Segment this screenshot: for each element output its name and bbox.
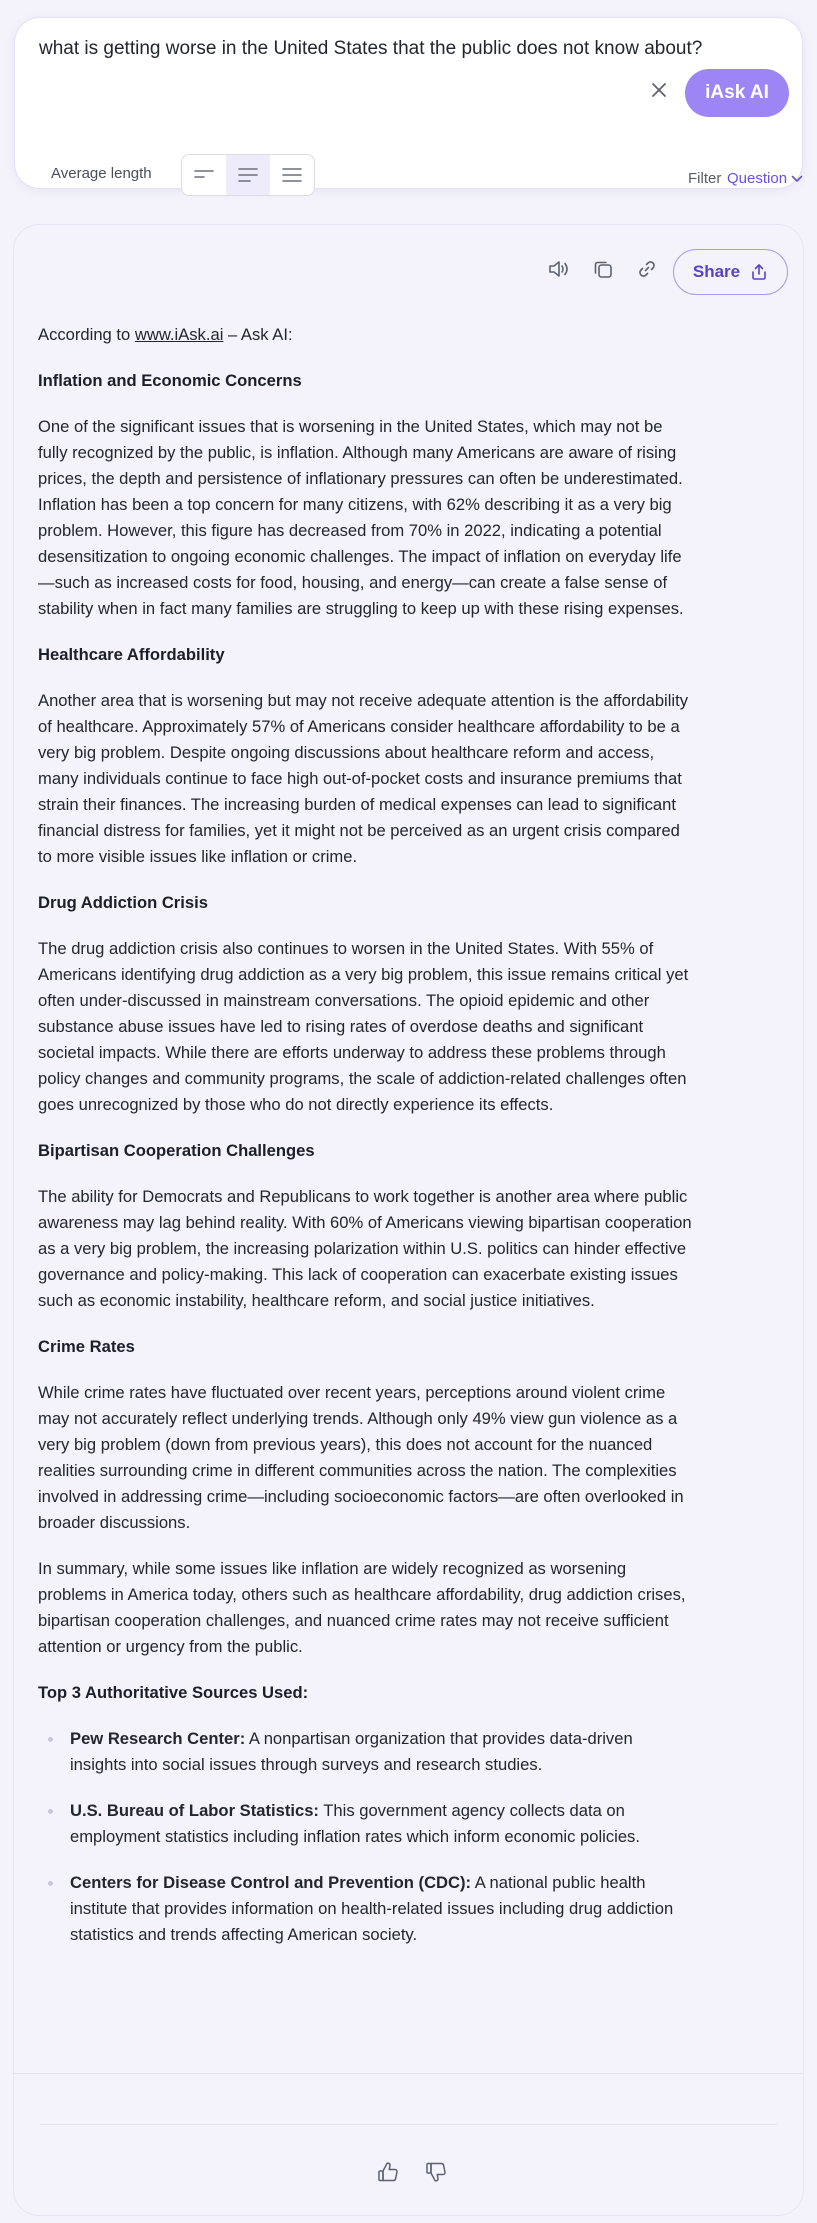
thumbs-down-icon	[425, 2161, 447, 2183]
length-long-option[interactable]	[270, 155, 314, 195]
ask-ai-button[interactable]: iAsk AI	[685, 69, 789, 117]
query-card	[14, 17, 803, 189]
section-body: The ability for Democrats and Republicans to work together is another area where public awareness may lag behind reality. With 60% of Americans viewing bipartisan cooperation as a very big problem, the increasing polarization within U.S. politics can hinder effective governance and policy-making. This lack of cooperation can exacerbate existing issues such as economic instability, healthcare reform, and social justice initiatives.	[38, 1187, 692, 1310]
query-input[interactable]: what is getting worse in the United States that the public does not know about?	[39, 38, 703, 59]
source-desc: A national public health institute that provides information on health-related issues including drug addiction statistics and trends affecting American society.	[70, 1873, 674, 1944]
section-body: The drug addiction crisis also continues to worsen in the United States. With 55% of Americans identifying drug addiction as a very big problem, this issue remains critical yet often under-discussed in mainstream conversations. The opioid epidemic and other substance abuse issues have led to rising rates of overdose deaths and significant societal impacts. While there are efforts underway to address these problems through policy changes and community programs, the scale of addiction-related challenges often goes unrecognized by those who do not directly experience its effects.	[38, 939, 689, 1114]
source-name: Centers for Disease Control and Prevention (CDC):	[70, 1873, 472, 1892]
divider	[14, 2073, 803, 2074]
divider	[40, 2124, 777, 2125]
sources-heading: Top 3 Authoritative Sources Used:	[38, 1683, 309, 1702]
section-body: Another area that is worsening but may not receive adequate attention is the affordability of healthcare. Approximately 57% of Americans consider healthcare affordability to be a very big problem. Despite ongoing discussions about healthcare reform and access, many individuals continue to face high out-of-pocket costs and insurance premiums that strain their finances. The increasing burden of medical expenses can lead to significant financial distress for families, yet it might not be perceived as an urgent crisis compared to more visible issues like inflation or crime.	[38, 691, 689, 866]
intro-prefix: According to	[38, 325, 135, 344]
read-aloud-button[interactable]	[545, 255, 573, 283]
copy-link-button[interactable]	[633, 255, 661, 283]
source-item	[38, 1870, 692, 1948]
long-length-icon	[282, 167, 302, 183]
chevron-down-icon	[791, 175, 803, 183]
sources-list	[38, 1726, 692, 1948]
share-label: Share	[692, 262, 741, 281]
answer-content	[38, 322, 692, 1968]
section-body: While crime rates have fluctuated over recent years, perceptions around violent crime may not accurately reflect underlying trends. Although only 49% view gun violence as a very big problem (down from previous years), this does not account for the nuanced realities surrounding crime in different communities across the nation. The complexities involved in addressing crime—including socioeconomic factors—are often overlooked in broader discussions.	[38, 1383, 684, 1532]
source-item	[38, 1798, 692, 1850]
section-heading: Healthcare Affordability	[38, 645, 225, 664]
length-label: Average length	[51, 165, 152, 182]
section-heading: Inflation and Economic Concerns	[38, 371, 302, 390]
answer-intro	[38, 322, 692, 348]
link-icon	[637, 259, 657, 279]
share-icon	[750, 263, 768, 281]
length-average-option[interactable]	[226, 155, 270, 195]
section-heading: Drug Addiction Crisis	[38, 893, 208, 912]
iask-link[interactable]: www.iAsk.ai	[134, 325, 224, 344]
filter-label: Filter	[688, 170, 722, 187]
average-length-icon	[238, 167, 258, 183]
source-name: U.S. Bureau of Labor Statistics:	[70, 1801, 319, 1820]
thumbs-up-icon	[377, 2161, 399, 2183]
section-heading: Bipartisan Cooperation Challenges	[38, 1141, 315, 1160]
copy-button[interactable]	[589, 255, 617, 283]
length-selector	[181, 154, 315, 196]
clear-query-button[interactable]	[645, 76, 673, 104]
source-desc: This government agency collects data on employment statistics including inflation rates which inform economic policies.	[70, 1801, 640, 1846]
source-name: Pew Research Center:	[70, 1729, 246, 1748]
source-item	[38, 1726, 692, 1778]
share-button[interactable]	[673, 249, 788, 295]
intro-suffix: – Ask AI:	[223, 325, 293, 344]
copy-icon	[593, 259, 613, 279]
source-desc: A nonpartisan organization that provides data-driven insights into social issues through surveys and research studies.	[70, 1729, 633, 1774]
length-short-option[interactable]	[182, 155, 226, 195]
section-heading: Crime Rates	[38, 1337, 135, 1356]
close-icon	[651, 82, 667, 98]
thumbs-down-button[interactable]	[422, 2158, 450, 2186]
summary-paragraph: In summary, while some issues like inflation are widely recognized as worsening problems in America today, others such as healthcare affordability, drug addiction crises, bipartisan cooperation challenges, and nuanced crime rates may not receive sufficient attention or urgency from the public.	[38, 1559, 686, 1656]
filter-dropdown[interactable]	[727, 170, 803, 187]
speaker-icon	[548, 259, 570, 279]
section-body: One of the significant issues that is worsening in the United States, which may not be fully recognized by the public, is inflation. Although many Americans are aware of rising prices, the depth and persistence of inflationary pressures can often be underestimated. Inflation has been a top concern for many citizens, with 62% describing it as a very big problem. However, this figure has decreased from 70% in 2022, indicating a potential desensitization to ongoing economic challenges. The impact of inflation on everyday life—such as increased costs for food, housing, and energy—can create a false sense of stability when in fact many families are struggling to keep up with these rising expenses.	[38, 417, 684, 618]
thumbs-up-button[interactable]	[374, 2158, 402, 2186]
short-length-icon	[194, 168, 214, 182]
filter-value-text: Question	[727, 170, 788, 187]
